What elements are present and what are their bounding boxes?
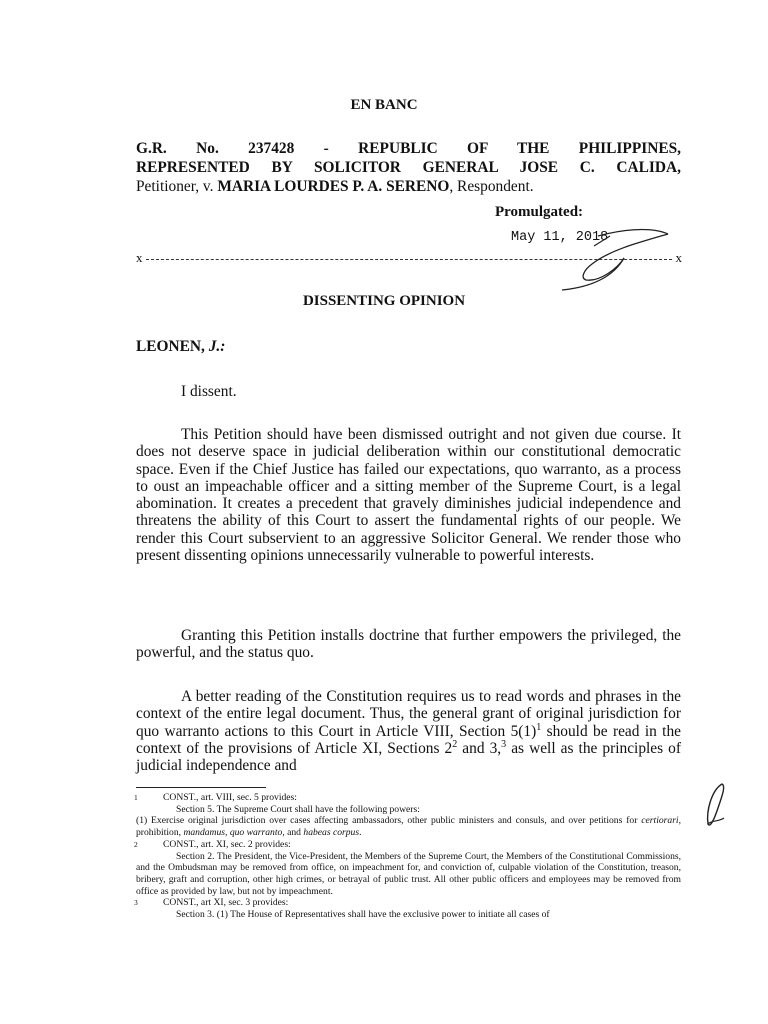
footnote-body-text: .: [359, 827, 362, 839]
caption-separator: [136, 250, 682, 270]
footnote-number: 1: [134, 793, 138, 802]
paragraph-4-text-a: A better reading of the Constitution requires us to read words and phrases in the context of the entire legal document. Thus, the general grant of original jurisdiction for quo warranto actions to this Court in Article VIII, Section 5(1): [136, 688, 681, 740]
footnote-lead: CONST., art XI, sec. 3 provides:: [163, 897, 289, 909]
case-number: G.R. No. 237428 -: [136, 140, 359, 157]
opinion-author: [136, 338, 225, 356]
opinion-title: DISSENTING OPINION: [302, 293, 466, 309]
separator-left-mark: x: [136, 250, 143, 265]
footnote-ref-3: 3: [501, 738, 507, 750]
author-suffix: J.:: [208, 338, 226, 355]
paragraph-4-text-d: as well as the principles of judicial independence and: [136, 739, 681, 775]
footnote-term: quo warranto: [229, 827, 283, 839]
footnote-section-heading: Section 5. The Supreme Court shall have the following powers:: [176, 803, 420, 815]
case-caption-line-3: [136, 177, 681, 196]
paragraph-4-text-c: and 3,: [457, 739, 502, 757]
footnote-number: 2: [134, 839, 138, 849]
respondent-name: MARIA LOURDES P. A. SERENO: [217, 178, 450, 195]
footnote-term: certiorari: [641, 815, 679, 827]
footnote-body-text: , and: [282, 827, 304, 839]
case-title: REPUBLIC OF THE PHILIPPINES,: [358, 140, 681, 157]
petitioner-representation: REPRESENTED BY SOLICITOR GENERAL JOSE C. CALIDA,: [136, 159, 681, 176]
promulgated-label: Promulgated:: [495, 204, 584, 220]
footnote-body: Section 2. The President, the Vice-President, the Members of the Supreme Court, the Members of the Constitutional Commissions, and the Ombudsman may be removed from office, on impeachment for, and conviction of, culpable violation of the Constitution, treason, bribery, graft and corruption, other high crimes, or betrayal of public trust. All other public officers and employees may be removed from office as provided by law, but not by impeachment.: [136, 850, 681, 897]
promulgation-date: May 11, 2018: [511, 230, 609, 245]
paragraph-4-text-b: should be read in the context of the provisions of Article XI, Sections 2: [136, 722, 681, 757]
division-heading: EN BANC: [350, 97, 418, 113]
case-caption-line-1: [136, 139, 681, 158]
footnote-lead: CONST., art. XI, sec. 2 provides:: [163, 838, 291, 850]
footnote-term: habeas corpus: [303, 827, 360, 839]
paragraph-2: This Petition should have been dismissed outright and not given due course. It does not deserve space in judicial deliberation within our constitutional democratic space. Even if the Chief Justice has failed our expectations, quo warranto, as a process to oust an impeachable officer and a sitting member of the Supreme Court, is a legal abomination. It creates a precedent that gravely diminishes judicial independence and threatens the ability of this Court to assert the fundamental rights of our people. We render this Court subservient to an aggressive Solicitor General. We render those who present dissenting opinions unnecessarily vulnerable to powerful interests.: [136, 426, 681, 565]
footnote-body-text: ,: [225, 827, 230, 839]
footnote-body-text: (1) Exercise original jurisdiction over cases affecting ambassadors, other public ministers and consuls, and over petitions for: [136, 815, 642, 827]
footnote-ref-2: 2: [452, 738, 458, 750]
footnote-term: mandamus: [183, 827, 226, 839]
footnote-body: [136, 815, 681, 838]
paragraph-3: Granting this Petition installs doctrine that further empowers the privileged, the powerful, and the status quo.: [136, 627, 681, 662]
case-caption-line-2: [136, 158, 681, 177]
case-caption: [136, 139, 681, 196]
paragraph-1: I dissent.: [181, 383, 237, 400]
paragraph-4: [136, 688, 681, 774]
footnote-body-text: , prohibition,: [136, 815, 681, 839]
footnote-number: 3: [134, 898, 138, 908]
author-name: LEONEN,: [136, 338, 209, 355]
footnote-1: [136, 792, 681, 839]
footnote-divider: [136, 787, 266, 788]
footnotes: [136, 792, 681, 921]
footnote-lead: CONST., art. VIII, sec. 5 provides:: [163, 792, 297, 803]
respondent-label: , Respondent.: [449, 178, 534, 195]
handwritten-initial: [700, 780, 730, 830]
footnote-2: [136, 839, 681, 898]
petitioner-label: Petitioner, v.: [136, 178, 218, 195]
separator-right-mark: x: [675, 250, 682, 265]
footnote-3: [136, 897, 681, 920]
footnote-ref-1: 1: [536, 721, 542, 733]
separator-dashed-rule: [146, 259, 672, 260]
footnote-body: Section 3. (1) The House of Representatives shall have the exclusive power to initiate all cases of: [176, 909, 550, 921]
